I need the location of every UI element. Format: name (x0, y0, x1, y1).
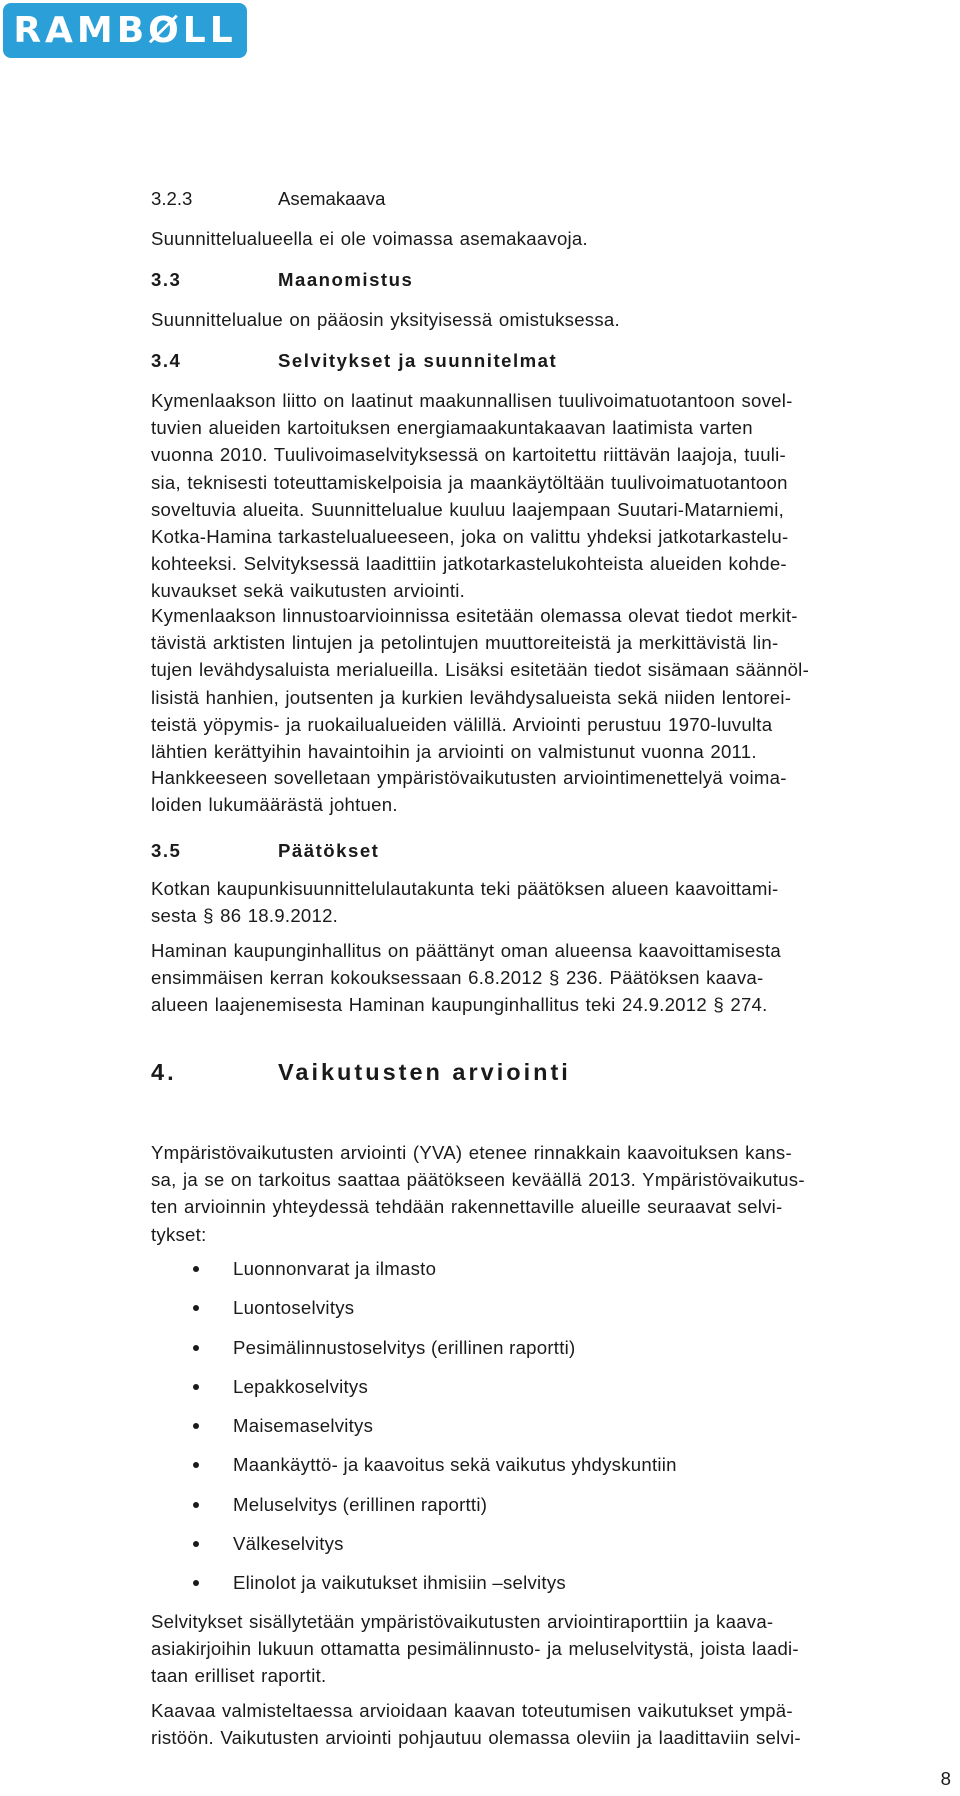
text-line: tujen levähdysaluista merialueilla. Lisäksi esitetään tiedot sisämaan säännöl- (151, 659, 810, 681)
text-line: lisistä hanhien, joutsenten ja kurkien levähdysalueista sekä niiden lentorei- (151, 686, 792, 708)
heading-title: Selvitykset ja suunnitelmat (278, 350, 558, 371)
paragraph-selvitykset-2 (151, 602, 951, 765)
list-item (151, 1413, 677, 1452)
list-item-label: Maisemaselvitys (233, 1415, 374, 1437)
list-item (151, 1570, 677, 1609)
text-line: Kymenlaakson liitto on laatinut maakunnallisen tuulivoimatuotantoon sovel- (151, 390, 793, 411)
list-item (151, 1256, 677, 1295)
list-item (151, 1492, 677, 1531)
heading-title: Asemakaava (278, 188, 386, 209)
list-item (151, 1374, 677, 1413)
heading-title: Vaikutusten arviointi (278, 1059, 571, 1085)
heading-title: Maanomistus (278, 269, 414, 290)
paragraph-vaikutusten-1 (151, 1139, 951, 1248)
text-line: ensimmäisen kerran kokouksessaan 6.8.2012 § 236. Päätöksen kaava- (151, 967, 764, 989)
list-item-label: Elinolot ja vaikutukset ihmisiin –selvitys (233, 1572, 566, 1594)
text-line: kohteeksi. Selvityksessä laadittiin jatkotarkastelukohteista alueiden kohde- (151, 553, 787, 575)
list-item-label: Välkeselvitys (233, 1533, 344, 1555)
heading-number: 3.2.3 (151, 188, 193, 209)
text-line: kuvaukset sekä vaikutusten arviointi. (151, 580, 466, 602)
text-line: asiakirjoihin lukuun ottamatta pesimälinnusto- ja meluselvitystä, joista laadi- (151, 1638, 799, 1660)
text-line: vuonna 2010. Tuulivoimaselvityksessä on kartoitettu riittävän laajoja, tuuli- (151, 444, 787, 466)
text-line: lähtien kerättyihin havaintoihin ja arviointi on valmistunut vuonna 2011. (151, 741, 757, 763)
bullet-icon (193, 1266, 199, 1272)
text-line: Hankkeeseen sovelletaan ympäristövaikutusten arviointimenettelyä voima- (151, 767, 787, 788)
paragraph-paatokset-2 (151, 937, 951, 1019)
text-line: tykset: (151, 1223, 207, 1245)
bullet-icon (193, 1541, 199, 1547)
text-line: Suunnittelualue on pääosin yksityisessä omistuksessa. (151, 309, 620, 330)
survey-list (151, 1256, 677, 1610)
list-item-label: Luontoselvitys (233, 1297, 355, 1319)
paragraph-selvitykset-1 (151, 387, 951, 605)
heading-number: 3.4 (151, 350, 182, 371)
heading-number: 4. (151, 1059, 177, 1085)
text-line: ristöön. Vaikutusten arviointi pohjautuu olemassa oleviin ja laadittaviin selvi- (151, 1727, 801, 1749)
text-line: Kotkan kaupunkisuunnittelulautakunta teki päätöksen alueen kaavoittami- (151, 878, 779, 899)
list-item (151, 1531, 677, 1570)
text-line: Kaavaa valmisteltaessa arvioidaan kaavan toteutumisen vaikutukset ympä- (151, 1700, 793, 1721)
text-line: Kymenlaakson linnustoarvioinnissa esitetään olemassa olevat tiedot merkit- (151, 605, 798, 626)
text-line: Haminan kaupunginhallitus on päättänyt oman alueensa kaavoittamisesta (151, 940, 781, 961)
list-item (151, 1335, 677, 1374)
paragraph-vaikutusten-2 (151, 1608, 951, 1690)
list-item-label: Maankäyttö- ja kaavoitus sekä vaikutus yhdyskuntiin (233, 1454, 677, 1476)
text-line: alueen laajenemisesta Haminan kaupunginhallitus teki 24.9.2012 § 274. (151, 994, 768, 1016)
list-item-label: Pesimälinnustoselvitys (erillinen raportti) (233, 1336, 576, 1358)
text-line: sa, ja se on tarkoitus saattaa päätökseen keväällä 2013. Ympäristövaikutus- (151, 1169, 805, 1191)
paragraph-vaikutusten-3 (151, 1697, 951, 1751)
bullet-icon (193, 1305, 199, 1311)
text-line: taan erilliset raportit. (151, 1665, 327, 1687)
ramboll-logo: RAMBØLL (3, 3, 247, 58)
paragraph-maanomistus (151, 306, 951, 333)
paragraph-selvitykset-3 (151, 764, 951, 818)
text-line: loiden lukumäärästä johtuen. (151, 794, 398, 816)
text-line: sesta § 86 18.9.2012. (151, 905, 339, 927)
text-line: tävistä arktisten lintujen ja petolintujen muuttoreiteistä ja merkittävistä lin- (151, 632, 779, 654)
list-item-label: Lepakkoselvitys (233, 1375, 369, 1397)
text-line: Selvitykset sisällytetään ympäristövaikutusten arviointiraporttiin ja kaava- (151, 1611, 774, 1632)
bullet-icon (193, 1502, 199, 1508)
list-item (151, 1295, 677, 1334)
text-line: teistä yöpymis- ja ruokailualueiden välillä. Arviointi perustuu 1970-luvulta (151, 713, 773, 735)
list-item (151, 1452, 677, 1491)
bullet-icon (193, 1423, 199, 1429)
text-line: Kotka-Hamina tarkastelualueeseen, joka on valittu yhdeksi jatkotarkastelu- (151, 526, 789, 548)
heading-number: 3.5 (151, 840, 182, 861)
list-item-label: Meluselvitys (erillinen raportti) (233, 1493, 488, 1515)
text-line: tuvien alueiden kartoituksen energiamaakuntakaavan laatimista varten (151, 417, 753, 439)
paragraph-asemakaava (151, 225, 951, 252)
bullet-icon (193, 1384, 199, 1390)
list-item-label: Luonnonvarat ja ilmasto (233, 1258, 437, 1279)
page-number: 8 (940, 1768, 951, 1789)
bullet-icon (193, 1462, 199, 1468)
text-line: ten arvioinnin yhteydessä tehdään rakennettaville alueille seuraavat selvi- (151, 1196, 783, 1218)
text-line: Ympäristövaikutusten arviointi (YVA) etenee rinnakkain kaavoituksen kans- (151, 1142, 792, 1163)
paragraph-paatokset-1 (151, 875, 951, 929)
text-line: sia, teknisesti toteuttamiskelpoisia ja maankäytöltään tuulivoimatuotantoon (151, 471, 788, 493)
heading-number: 3.3 (151, 269, 182, 290)
text-line: Suunnittelualueella ei ole voimassa asemakaavoja. (151, 228, 588, 249)
text-line: soveltuvia alueita. Suunnittelualue kuuluu laajempaan Suutari-Matarniemi, (151, 498, 785, 520)
bullet-icon (193, 1580, 199, 1586)
bullet-icon (193, 1345, 199, 1351)
heading-title: Päätökset (278, 840, 380, 861)
